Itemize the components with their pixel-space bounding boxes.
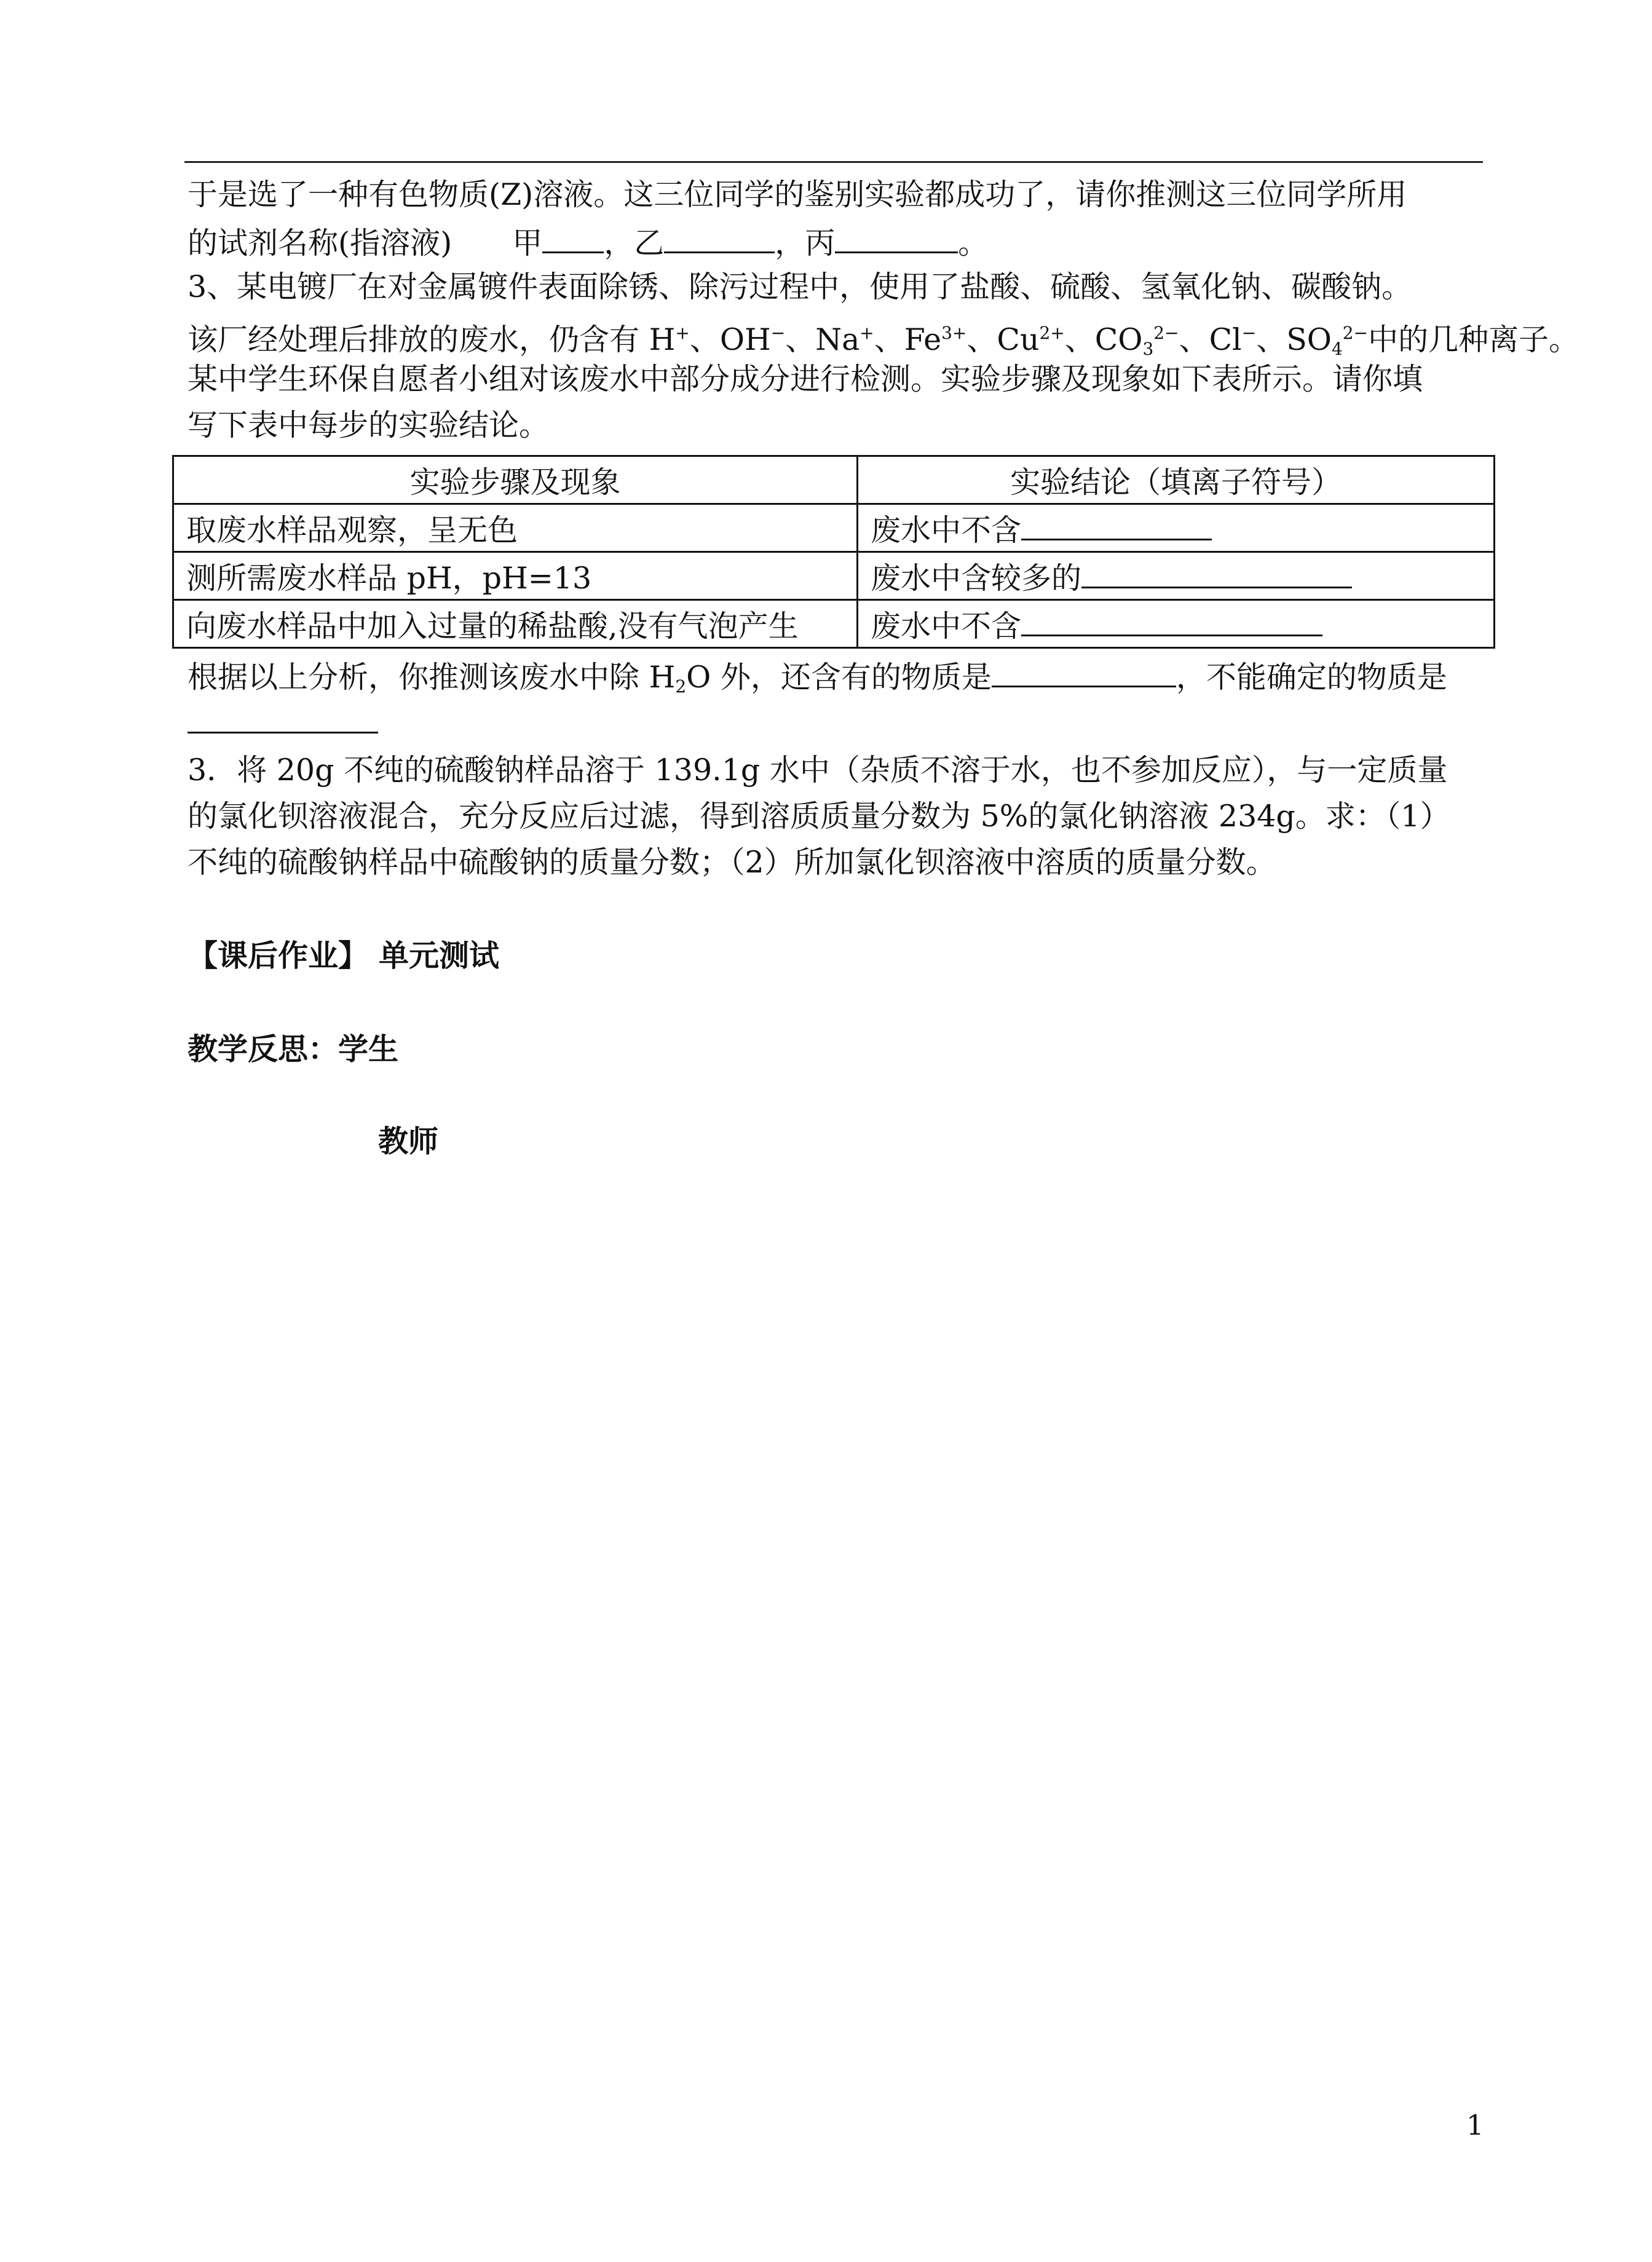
table-row bbox=[173, 600, 1495, 648]
para1-line2 bbox=[188, 219, 988, 265]
answer-blank-bing[interactable] bbox=[835, 219, 958, 253]
answer-blank-row2[interactable] bbox=[1081, 560, 1352, 588]
para1-line1: 于是选了一种有色物质(Z)溶液。这三位同学的鉴别实验都成功了，请你推测这三位同学所用 bbox=[188, 177, 1407, 212]
table-cell-conclusion: 废水中不含 bbox=[858, 600, 1495, 648]
table-cell-conclusion: 废水中不含 bbox=[858, 504, 1495, 552]
para1-prefix: 的试剂名称(指溶液) 甲 bbox=[188, 226, 543, 261]
table-header: 实验结论（填离子符号） bbox=[858, 456, 1495, 504]
ion-cl: Cl− bbox=[1209, 322, 1257, 357]
q3a-line2: 该厂经处理后排放的废水，仍含有 H+、OH−、Na+、$Fe^{3+}$、$Cu^{2+}$、$CO_3^{2-}$、Cl−、$SO_4^{2-}$中的几种离子。 bbox=[188, 322, 1579, 359]
table-row bbox=[173, 552, 1495, 600]
experiment-table bbox=[172, 455, 1495, 649]
ion-co3: $CO_3^{2-}$ bbox=[1094, 322, 1179, 359]
table-header: 实验步骤及现象 bbox=[173, 456, 858, 504]
answer-blank-yi[interactable] bbox=[664, 219, 775, 253]
ion-oh: OH− bbox=[719, 322, 786, 357]
page-number: 1 bbox=[1466, 2109, 1484, 2141]
q3a-line2-prefix: 该厂经处理后排放的废水，仍含有 bbox=[188, 322, 640, 357]
ion-fe: $Fe^{3+}$ bbox=[904, 322, 967, 357]
table-header-row bbox=[173, 456, 1495, 504]
q3a-line4: 写下表中每步的实验结论。 bbox=[188, 408, 550, 443]
table-cell-step: 测所需废水样品 pH，pH=13 bbox=[173, 552, 858, 600]
para1-yi-label: ，乙 bbox=[604, 226, 665, 261]
header-rule bbox=[184, 161, 1483, 163]
table-cell-step: 取废水样品观察，呈无色 bbox=[173, 504, 858, 552]
analysis-line: 根据以上分析，你推测该废水中除 $H_2O$ 外，还含有的物质是 ，不能确定的物质是 bbox=[188, 654, 1447, 708]
analysis-line2 bbox=[188, 701, 378, 745]
q3b-line2: 的氯化钡溶液混合，充分反应后过滤，得到溶质质量分数为 5%的氯化钠溶液 234g。求：（1） bbox=[188, 799, 1450, 834]
q3b-line1: 3．将 20g 不纯的硫酸钠样品溶于 139.1g 水中（杂质不溶于水，也不参加反应），与一定质量 bbox=[188, 753, 1448, 788]
answer-blank-row1[interactable] bbox=[1021, 512, 1212, 540]
reflection-heading: 教学反思：学生 bbox=[188, 1032, 399, 1067]
ion-na: Na+ bbox=[815, 322, 874, 357]
table-cell-conclusion: 废水中含较多的 bbox=[858, 552, 1495, 600]
q3a-line3: 某中学生环保自愿者小组对该废水中部分成分进行检测。实验步骤及现象如下表所示。请你填 bbox=[188, 362, 1423, 397]
para1-bing-label: ，丙 bbox=[775, 226, 836, 261]
q3b-line3: 不纯的硫酸钠样品中硫酸钠的质量分数；（2）所加氯化钡溶液中溶质的质量分数。 bbox=[188, 845, 1276, 880]
table-row bbox=[173, 504, 1495, 552]
ion-cu: $Cu^{2+}$ bbox=[997, 322, 1065, 357]
teacher-label: 教师 bbox=[378, 1124, 439, 1159]
q3a-line1: 3、某电镀厂在对金属镀件表面除锈、除污过程中，使用了盐酸、硫酸、氢氧化钠、碳酸钠。 bbox=[188, 269, 1412, 304]
ion-so4: $SO_4^{2-}$ bbox=[1286, 322, 1369, 359]
homework-heading: 【课后作业】 单元测试 bbox=[188, 938, 500, 973]
answer-blank-contains[interactable] bbox=[992, 654, 1176, 687]
ion-h: H+ bbox=[649, 322, 690, 357]
answer-blank-uncertain[interactable] bbox=[188, 701, 378, 734]
answer-blank-row3[interactable] bbox=[1021, 607, 1322, 636]
q3a-line2-suffix: 中的几种离子。 bbox=[1368, 322, 1579, 357]
para1-end: 。 bbox=[958, 226, 989, 261]
table-cell-step: 向废水样品中加入过量的稀盐酸,没有气泡产生 bbox=[173, 600, 858, 648]
answer-blank-jia[interactable] bbox=[542, 219, 604, 253]
